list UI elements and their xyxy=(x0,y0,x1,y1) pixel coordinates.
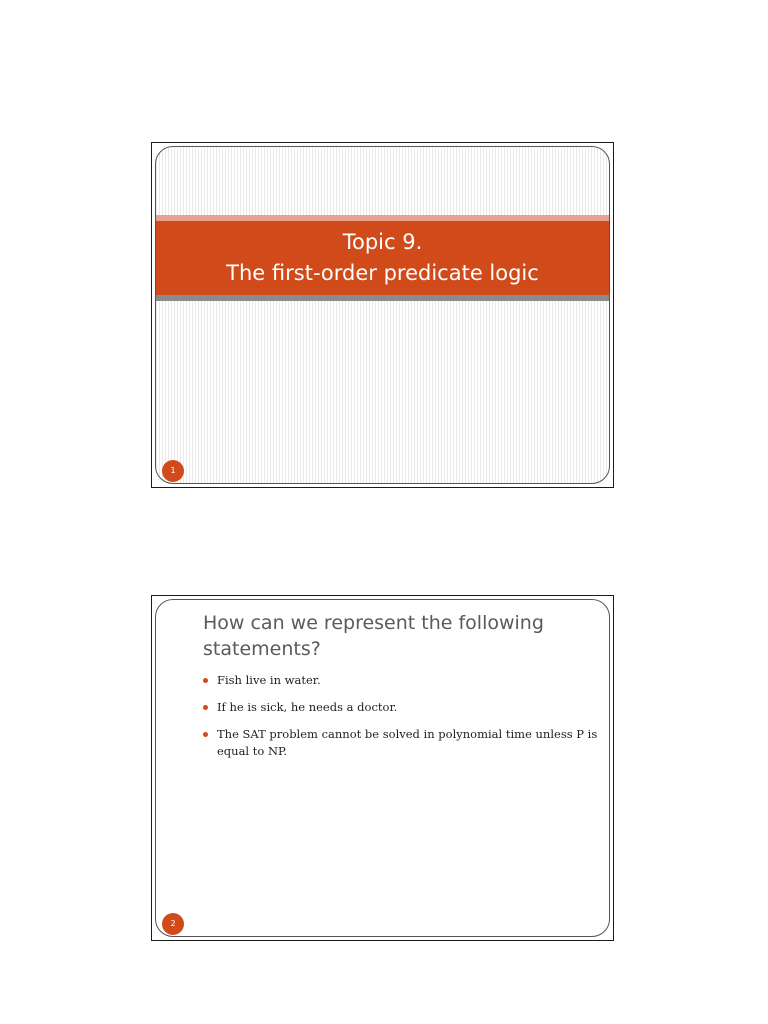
bullet-text: The SAT problem cannot be solved in polynomial time unless P is equal to NP. xyxy=(217,727,598,758)
slide-2-frame xyxy=(155,599,610,937)
slide-1-frame xyxy=(155,146,610,484)
bullet-dot-icon xyxy=(203,705,208,710)
slide-title-line-2: The first-order predicate logic xyxy=(226,261,539,285)
bullet-item xyxy=(202,699,602,716)
bullet-dot-icon xyxy=(203,732,208,737)
slide-number-badge: 2 xyxy=(162,913,184,935)
slide-number-badge: 1 xyxy=(162,460,184,482)
slide-title-line-1: Topic 9. xyxy=(342,230,423,254)
bullet-item xyxy=(202,726,602,760)
bullet-item xyxy=(202,672,602,689)
title-band-shadow xyxy=(156,295,609,301)
slide-1 xyxy=(151,142,614,488)
bullet-list xyxy=(202,672,602,770)
bullet-text: Fish live in water. xyxy=(217,673,321,687)
bullet-text: If he is sick, he needs a doctor. xyxy=(217,700,398,714)
bullet-dot-icon xyxy=(203,678,208,683)
slide-heading: How can we represent the following statements? xyxy=(203,612,544,660)
slide-2 xyxy=(151,595,614,941)
